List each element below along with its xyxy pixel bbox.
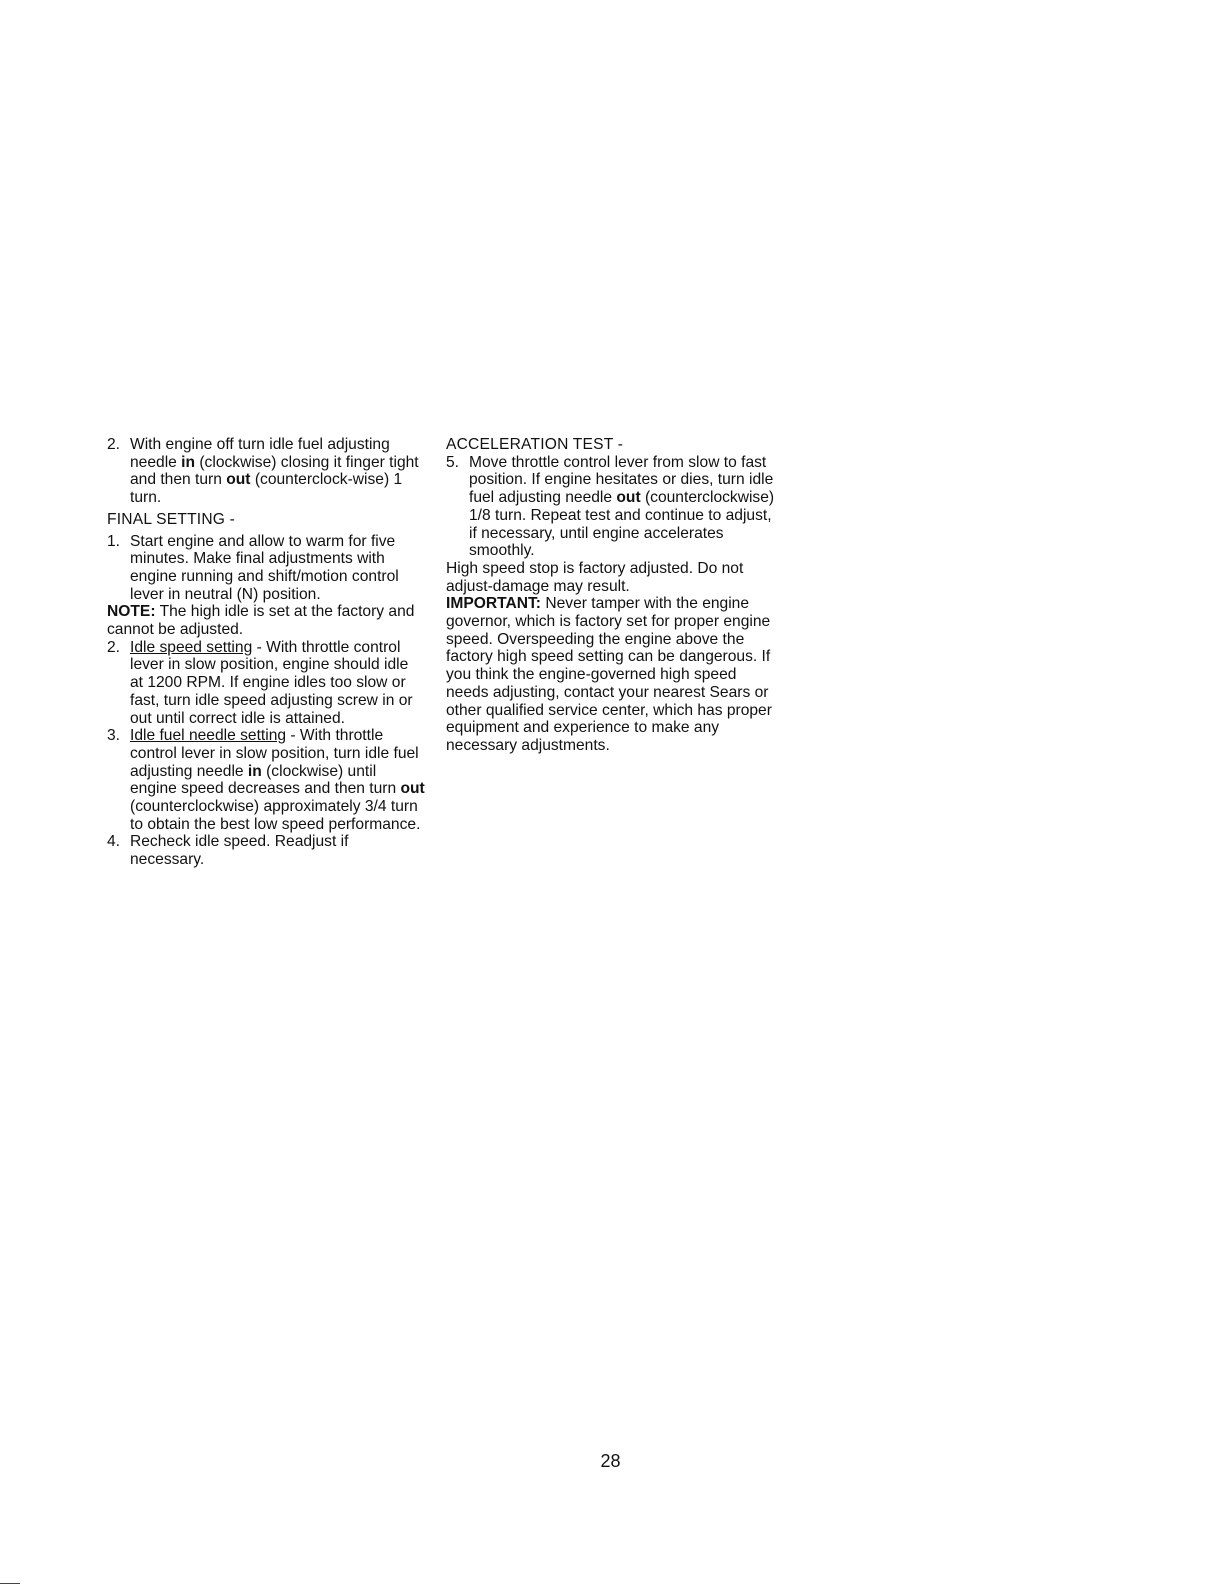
emphasis-out: out: [400, 780, 425, 798]
note-label: NOTE:: [107, 603, 156, 621]
step-text: Recheck idle speed. Readjust if necessary.: [130, 833, 349, 869]
step-text: Idle speed setting - With throttle control lever in slow position, engine should idle at 1200 RPM. If engine idles too slow or fast, turn idle speed adjusting screw in or out until correct idle is attained.: [130, 638, 413, 727]
step-2-initial: [107, 436, 425, 507]
step-text: Move throttle control lever from slow to fast position. If engine hesitates or dies, turn idle fuel adjusting needle out (counterclockwise) 1/8 turn. Repeat test and continue to adjust, if necessary, until engine accelerates smoothly.: [469, 453, 775, 560]
emphasis-out: out: [226, 471, 251, 489]
note: [107, 603, 425, 638]
emphasis-out: out: [616, 489, 641, 507]
step-title: Idle speed setting: [130, 638, 253, 656]
list-number: 2.: [107, 638, 121, 656]
list-number: 4.: [107, 833, 121, 851]
note-text: The high idle is set at the factory and cannot be adjusted.: [107, 603, 415, 639]
step-text: Idle fuel needle setting - With throttle control lever in slow position, turn idle fuel adjusting needle in (clockwise) until engine speed decreases and then turn out (counterclockwise) approximately 3/4 turn to obtain the best low speed performance.: [130, 727, 425, 833]
page-number: 28: [600, 1451, 621, 1471]
list-number: 1.: [107, 532, 121, 550]
high-speed-note: High speed stop is factory adjusted. Do not adjust-damage may result.: [446, 559, 744, 595]
final-step-2: [107, 639, 425, 728]
section-heading-final-setting: FINAL SETTING -: [107, 510, 236, 528]
step-title: Idle fuel needle setting: [130, 727, 287, 745]
left-column: [107, 436, 425, 869]
important-note: [446, 595, 776, 754]
step-text: Start engine and allow to warm for five minutes. Make final adjustments with engine running and shift/motion control lever in neutral (N) position.: [130, 532, 399, 603]
final-step-4: [107, 833, 425, 868]
emphasis-in: in: [247, 762, 262, 780]
final-step-1: [107, 533, 425, 604]
section-heading-acceleration-test: ACCELERATION TEST -: [446, 436, 624, 453]
right-column: [446, 436, 776, 755]
crop-mark: [0, 1583, 20, 1584]
step-5: [446, 454, 776, 560]
list-number: 3.: [107, 727, 121, 745]
list-number: 2.: [107, 436, 121, 453]
step-text: With engine off turn idle fuel adjusting needle in (clockwise) closing it finger tight and then turn out (counterclock-wise) 1 turn.: [130, 436, 419, 507]
important-label: IMPORTANT:: [446, 595, 541, 613]
emphasis-in: in: [181, 453, 196, 471]
important-text: Never tamper with the engine governor, which is factory set for proper engine speed. Overspeeding the engine above the factory high speed setting can be dangerous. If you think the engine-governed high speed needs adjusting, contact your nearest Sears or other qualified service center, which has proper equipment and experience to make any necessary adjustments.: [446, 595, 772, 754]
final-step-3: [107, 727, 425, 833]
list-number: 5.: [446, 453, 460, 471]
